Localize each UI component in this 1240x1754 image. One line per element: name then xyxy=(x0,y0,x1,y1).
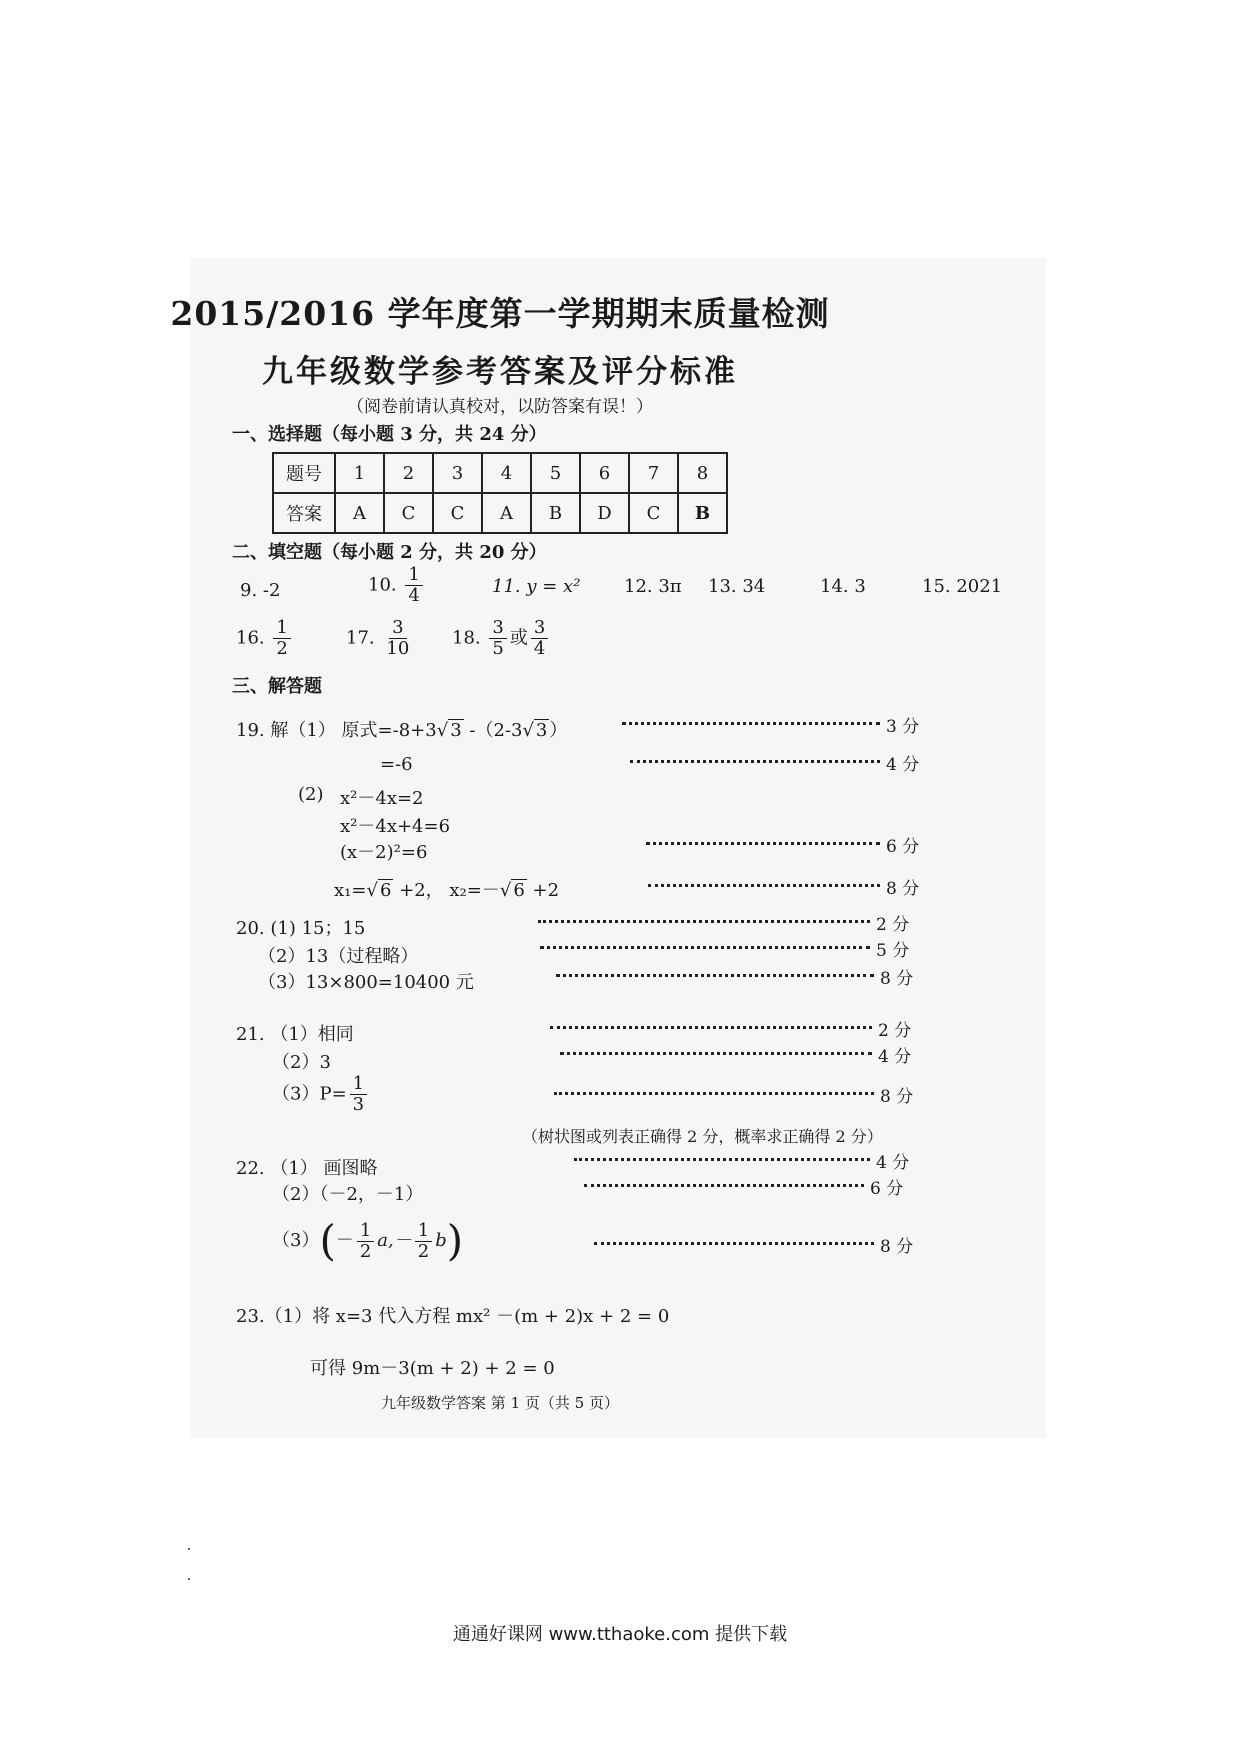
dotted-leader xyxy=(540,946,870,949)
table-cell: C xyxy=(433,493,482,533)
table-cell: 题号 xyxy=(273,453,335,493)
numerator: 1 xyxy=(357,1221,374,1242)
numerator: 1 xyxy=(350,1074,367,1095)
page-number-footer: 九年级数学答案 第 1 页（共 5 页） xyxy=(381,1394,619,1412)
denominator: 2 xyxy=(359,1240,372,1262)
answer-key-title: 九年级数学参考答案及评分标准 xyxy=(262,354,738,390)
fraction xyxy=(531,618,548,659)
table-cell: 2 xyxy=(384,453,433,493)
q19-part1 xyxy=(236,716,567,742)
q20-part1: 20. (1) 15；15 xyxy=(236,918,366,939)
answer-q10 xyxy=(368,565,426,606)
table-cell: D xyxy=(580,493,629,533)
answer-q14: 14. 3 xyxy=(820,576,866,597)
q19-step2: x²－4x+4=6 xyxy=(340,816,451,837)
fraction xyxy=(405,565,422,606)
dotted-leader xyxy=(554,1092,874,1095)
q21-part2: （2）3 xyxy=(272,1052,331,1073)
table-cell: 1 xyxy=(335,453,384,493)
q21-part1: 21. （1）相同 xyxy=(236,1024,354,1045)
sqrt-symbol: √ xyxy=(499,880,512,901)
score-mark: 5 分 xyxy=(876,941,910,961)
numerator: 3 xyxy=(489,618,506,639)
dotted-leader xyxy=(538,920,870,923)
numerator: 3 xyxy=(389,618,406,639)
or-text: 或 xyxy=(509,627,528,649)
scan-speck xyxy=(188,1578,190,1580)
answer-q9: 9. -2 xyxy=(240,580,281,601)
table-cell: B xyxy=(678,493,727,533)
fraction xyxy=(383,618,412,659)
table-cell: 6 xyxy=(580,453,629,493)
sqrt-symbol: √ xyxy=(366,880,378,901)
q21-part3 xyxy=(272,1074,370,1115)
table-cell: 3 xyxy=(433,453,482,493)
q21-part3-label: （3）P= xyxy=(272,1083,347,1105)
q19-roots xyxy=(334,876,559,902)
exam-title: 2015/2016 学年度第一学期期末质量检测 xyxy=(170,294,830,333)
q20-part3: （3）13×800=10400 元 xyxy=(258,972,474,993)
fraction xyxy=(415,1221,432,1262)
table-cell: B xyxy=(531,493,580,533)
q19-step1: x²－4x=2 xyxy=(340,788,424,809)
q22-part3-label: （3） xyxy=(272,1230,320,1251)
q22-part1: 22. （1） 画图略 xyxy=(236,1158,378,1179)
scan-speck xyxy=(188,1548,190,1550)
left-paren: ( xyxy=(319,1216,336,1265)
numerator: 1 xyxy=(415,1221,432,1242)
minus-sign: － xyxy=(335,1230,354,1251)
fraction xyxy=(350,1074,367,1115)
q19-line1-end: ） xyxy=(549,720,568,741)
table-cell: A xyxy=(335,493,384,533)
table-row-answers xyxy=(273,493,727,533)
q19-line1-start: 原式=-8+3 xyxy=(341,720,437,741)
sqrt-symbol: √ xyxy=(436,720,449,741)
download-footer: 通通好课网 www.tthaoke.com 提供下载 xyxy=(452,1624,788,1645)
denominator: 3 xyxy=(352,1093,365,1115)
q22-part3 xyxy=(272,1216,464,1265)
score-mark: 6 分 xyxy=(886,837,920,857)
dotted-leader xyxy=(646,842,880,845)
section-solutions: 三、解答题 xyxy=(232,676,322,697)
table-cell: 4 xyxy=(482,453,531,493)
score-mark: 8 分 xyxy=(886,879,920,899)
score-mark: 2 分 xyxy=(878,1021,912,1041)
q23-part1: 23.（1）将 x=3 代入方程 mx² －(m + 2)x + 2 = 0 xyxy=(236,1306,670,1327)
dotted-leader xyxy=(560,1052,872,1055)
answer-q18 xyxy=(452,618,551,659)
answer-q15: 15. 2021 xyxy=(922,576,1003,597)
score-mark: 4 分 xyxy=(876,1153,910,1173)
dotted-leader xyxy=(622,722,880,725)
numerator: 1 xyxy=(405,565,422,586)
table-cell: 5 xyxy=(531,453,580,493)
denominator: 5 xyxy=(492,637,504,659)
radicand: 6 xyxy=(379,880,392,901)
q21-scoring-note: （树状图或列表正确得 2 分，概率求正确得 2 分） xyxy=(522,1127,883,1146)
radicand: 3 xyxy=(450,720,462,741)
q19-result: =-6 xyxy=(380,754,413,775)
var-b: b xyxy=(435,1230,447,1251)
score-mark: 4 分 xyxy=(886,755,920,775)
q19-label: 19. 解（1） xyxy=(236,720,336,741)
dotted-leader xyxy=(550,1026,872,1029)
x2-end: +2 xyxy=(526,880,560,901)
score-mark: 8 分 xyxy=(880,1237,914,1257)
radicand: 6 xyxy=(513,880,525,901)
section-multiple-choice: 一、选择题（每小题 3 分，共 24 分） xyxy=(232,424,547,445)
answer-q11: 11. y = x² xyxy=(492,576,581,597)
denominator: 4 xyxy=(533,637,546,659)
question-number: 10. xyxy=(368,574,397,596)
answer-q13: 13. 34 xyxy=(708,576,766,597)
table-row-question-numbers xyxy=(273,453,727,493)
question-number: 17. xyxy=(346,627,375,649)
q22-part2: （2）（－2，－1） xyxy=(272,1184,424,1205)
dotted-leader xyxy=(648,884,880,887)
q19-step3: (x－2)²=6 xyxy=(340,842,428,863)
table-cell: A xyxy=(482,493,531,533)
table-cell: C xyxy=(629,493,678,533)
answer-q16 xyxy=(236,618,294,659)
score-mark: 3 分 xyxy=(886,717,920,737)
score-mark: 8 分 xyxy=(880,969,914,989)
dotted-leader xyxy=(556,974,874,977)
question-number: 16. xyxy=(236,627,265,649)
fraction xyxy=(489,618,506,659)
answer-q17 xyxy=(346,618,415,659)
answer-q12: 12. 3π xyxy=(624,576,682,597)
table-cell: C xyxy=(384,493,433,533)
question-number: 18. xyxy=(452,627,481,649)
proofread-note: （阅卷前请认真校对，以防答案有误！） xyxy=(347,397,653,417)
q19-line1-mid: -（2-3 xyxy=(463,720,523,741)
table-cell: 8 xyxy=(678,453,727,493)
score-mark: 4 分 xyxy=(878,1047,912,1067)
score-mark: 2 分 xyxy=(876,915,910,935)
denominator: 10 xyxy=(386,637,410,659)
dotted-leader xyxy=(594,1242,874,1245)
numerator: 3 xyxy=(531,618,548,639)
dotted-leader xyxy=(584,1184,864,1187)
dotted-leader xyxy=(574,1158,870,1161)
dotted-leader xyxy=(630,760,880,763)
fraction xyxy=(357,1221,374,1262)
denominator: 4 xyxy=(408,584,420,606)
x2-label: +2， x₂=－ xyxy=(393,880,500,901)
answer-table xyxy=(272,452,728,534)
q23-equation: 可得 9m－3(m + 2) + 2 = 0 xyxy=(310,1358,555,1379)
table-cell: 答案 xyxy=(273,493,335,533)
denominator: 2 xyxy=(417,1240,430,1262)
table-cell: 7 xyxy=(629,453,678,493)
right-paren: ) xyxy=(446,1216,464,1265)
q20-part2: （2）13（过程略） xyxy=(258,946,419,967)
denominator: 2 xyxy=(276,637,288,659)
score-mark: 6 分 xyxy=(870,1179,904,1199)
radicand: 3 xyxy=(535,720,548,741)
q19-part2-label: (2) xyxy=(298,784,324,805)
fraction xyxy=(273,618,290,659)
var-a: a,－ xyxy=(377,1230,412,1251)
sqrt-symbol: √ xyxy=(522,720,534,741)
section-fill-in: 二、填空题（每小题 2 分，共 20 分） xyxy=(232,542,547,563)
numerator: 1 xyxy=(273,618,290,639)
score-mark: 8 分 xyxy=(880,1087,914,1107)
x1-label: x₁= xyxy=(334,880,367,901)
